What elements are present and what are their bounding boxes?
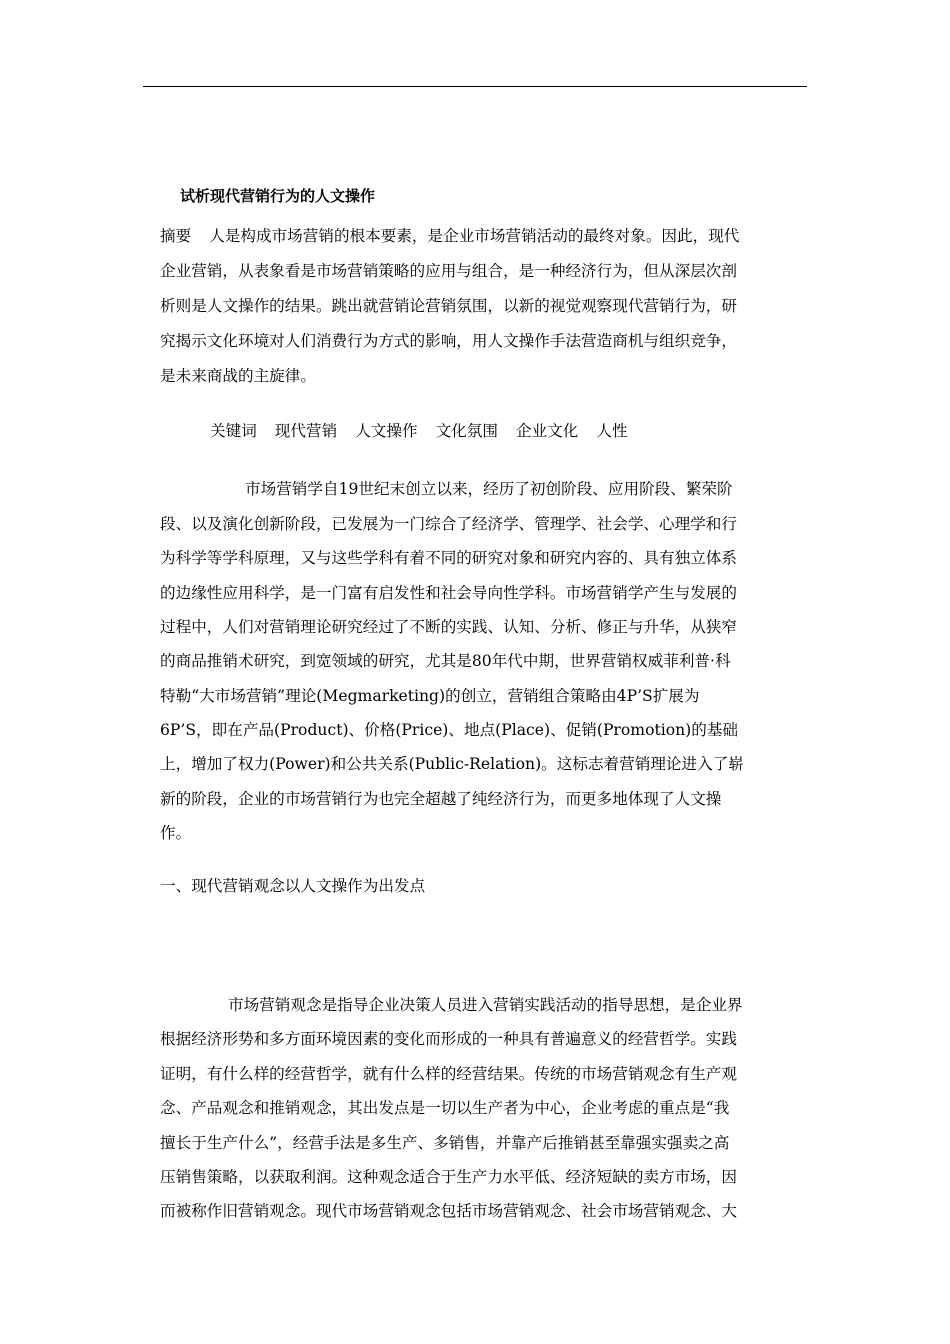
intro-line-1: 市场营销学自19世纪末创立以来，经历了初创阶段、应用阶段、繁荣阶 [245, 480, 733, 498]
header-rule [143, 86, 807, 87]
section-line-6: 压销售策略，以获取利润。这种观念适合于生产力水平低、经济短缺的卖方市场，因 [160, 1168, 737, 1186]
section-line-2: 根据经济形势和多方面环境因素的变化而形成的一种具有普遍意义的经营哲学。实践 [160, 1030, 737, 1048]
intro-line-11: 作。 [160, 824, 192, 842]
intro-line-10: 新的阶段，企业的市场营销行为也完全超越了纯经济行为，而更多地体现了人文操 [160, 790, 722, 808]
abstract-line-5: 是未来商战的主旋律。 [160, 367, 316, 385]
abstract-line-1 [160, 221, 739, 251]
keyword: 企业文化 [515, 422, 579, 440]
article-title: 试析现代营销行为的人文操作 [180, 187, 376, 205]
abstract-line-2: 企业营销，从表象看是市场营销策略的应用与组合，是一种经济行为，但从深层次剖 [160, 262, 737, 280]
keyword: 文化氛围 [435, 422, 498, 440]
keyword: 现代营销 [274, 422, 338, 440]
section-line-7: 而被称作旧营销观念。现代市场营销观念包括市场营销观念、社会市场营销观念、大 [160, 1202, 737, 1220]
intro-line-6: 的商品推销术研究，到宽领域的研究，尤其是80年代中期，世界营销权威菲利普·科 [160, 652, 731, 670]
intro-line-4: 的边缘性应用科学，是一门富有启发性和社会导向性学科。市场营销学产生与发展的 [160, 584, 737, 602]
intro-line-3: 为科学等学科原理，又与这些学科有着不同的研究对象和研究内容的、具有独立体系 [160, 549, 737, 567]
abstract-text: 人是构成市场营销的根本要素，是企业市场营销活动的最终对象。因此，现代 [209, 227, 740, 245]
keywords-label: 关键词 [210, 422, 257, 440]
intro-line-7: 特勒“大市场营销”理论(Megmarketing)的创立，营销组合策略由4P’S扩展为 [160, 687, 700, 705]
keyword: 人性 [596, 422, 628, 440]
section-line-4: 念、产品观念和推销观念，其出发点是一切以生产者为中心，企业考虑的重点是“我 [160, 1099, 730, 1117]
keyword: 人文操作 [355, 422, 418, 440]
intro-line-5: 过程中，人们对营销理论研究经过了不断的实践、认知、分析、修正与升华，从狭窄 [160, 618, 737, 636]
abstract-line-4: 究揭示文化环境对人们消费行为方式的影响，用人文操作手法营造商机与组织竞争， [160, 332, 737, 350]
abstract-line-3: 析则是人文操作的结果。跳出就营销论营销氛围，以新的视觉观察现代营销行为，研 [160, 297, 737, 315]
intro-line-2: 段、以及演化创新阶段，已发展为一门综合了经济学、管理学、社会学、心理学和行 [160, 515, 737, 533]
intro-line-9: 上，增加了权力(Power)和公共关系(Public-Relation)。这标志着营销理论进入了崭 [160, 755, 744, 773]
section-line-5: 擅长于生产什么”，经营手法是多生产、多销售，并靠产后推销甚至靠强实强卖之高 [160, 1134, 730, 1152]
section-heading: 一、现代营销观念以人文操作为出发点 [160, 877, 426, 895]
section-line-3: 证明，有什么样的经营哲学，就有什么样的经营结果。传统的市场营销观念有生产观 [160, 1065, 737, 1083]
keywords-line [210, 416, 628, 446]
abstract-label: 摘要 [160, 227, 192, 245]
section-line-1: 市场营销观念是指导企业决策人员进入营销实践活动的指导思想，是企业界 [228, 996, 743, 1014]
intro-line-8: 6P’S，即在产品(Product)、价格(Price)、地点(Place)、促销(Promotion)的基础 [160, 721, 739, 739]
